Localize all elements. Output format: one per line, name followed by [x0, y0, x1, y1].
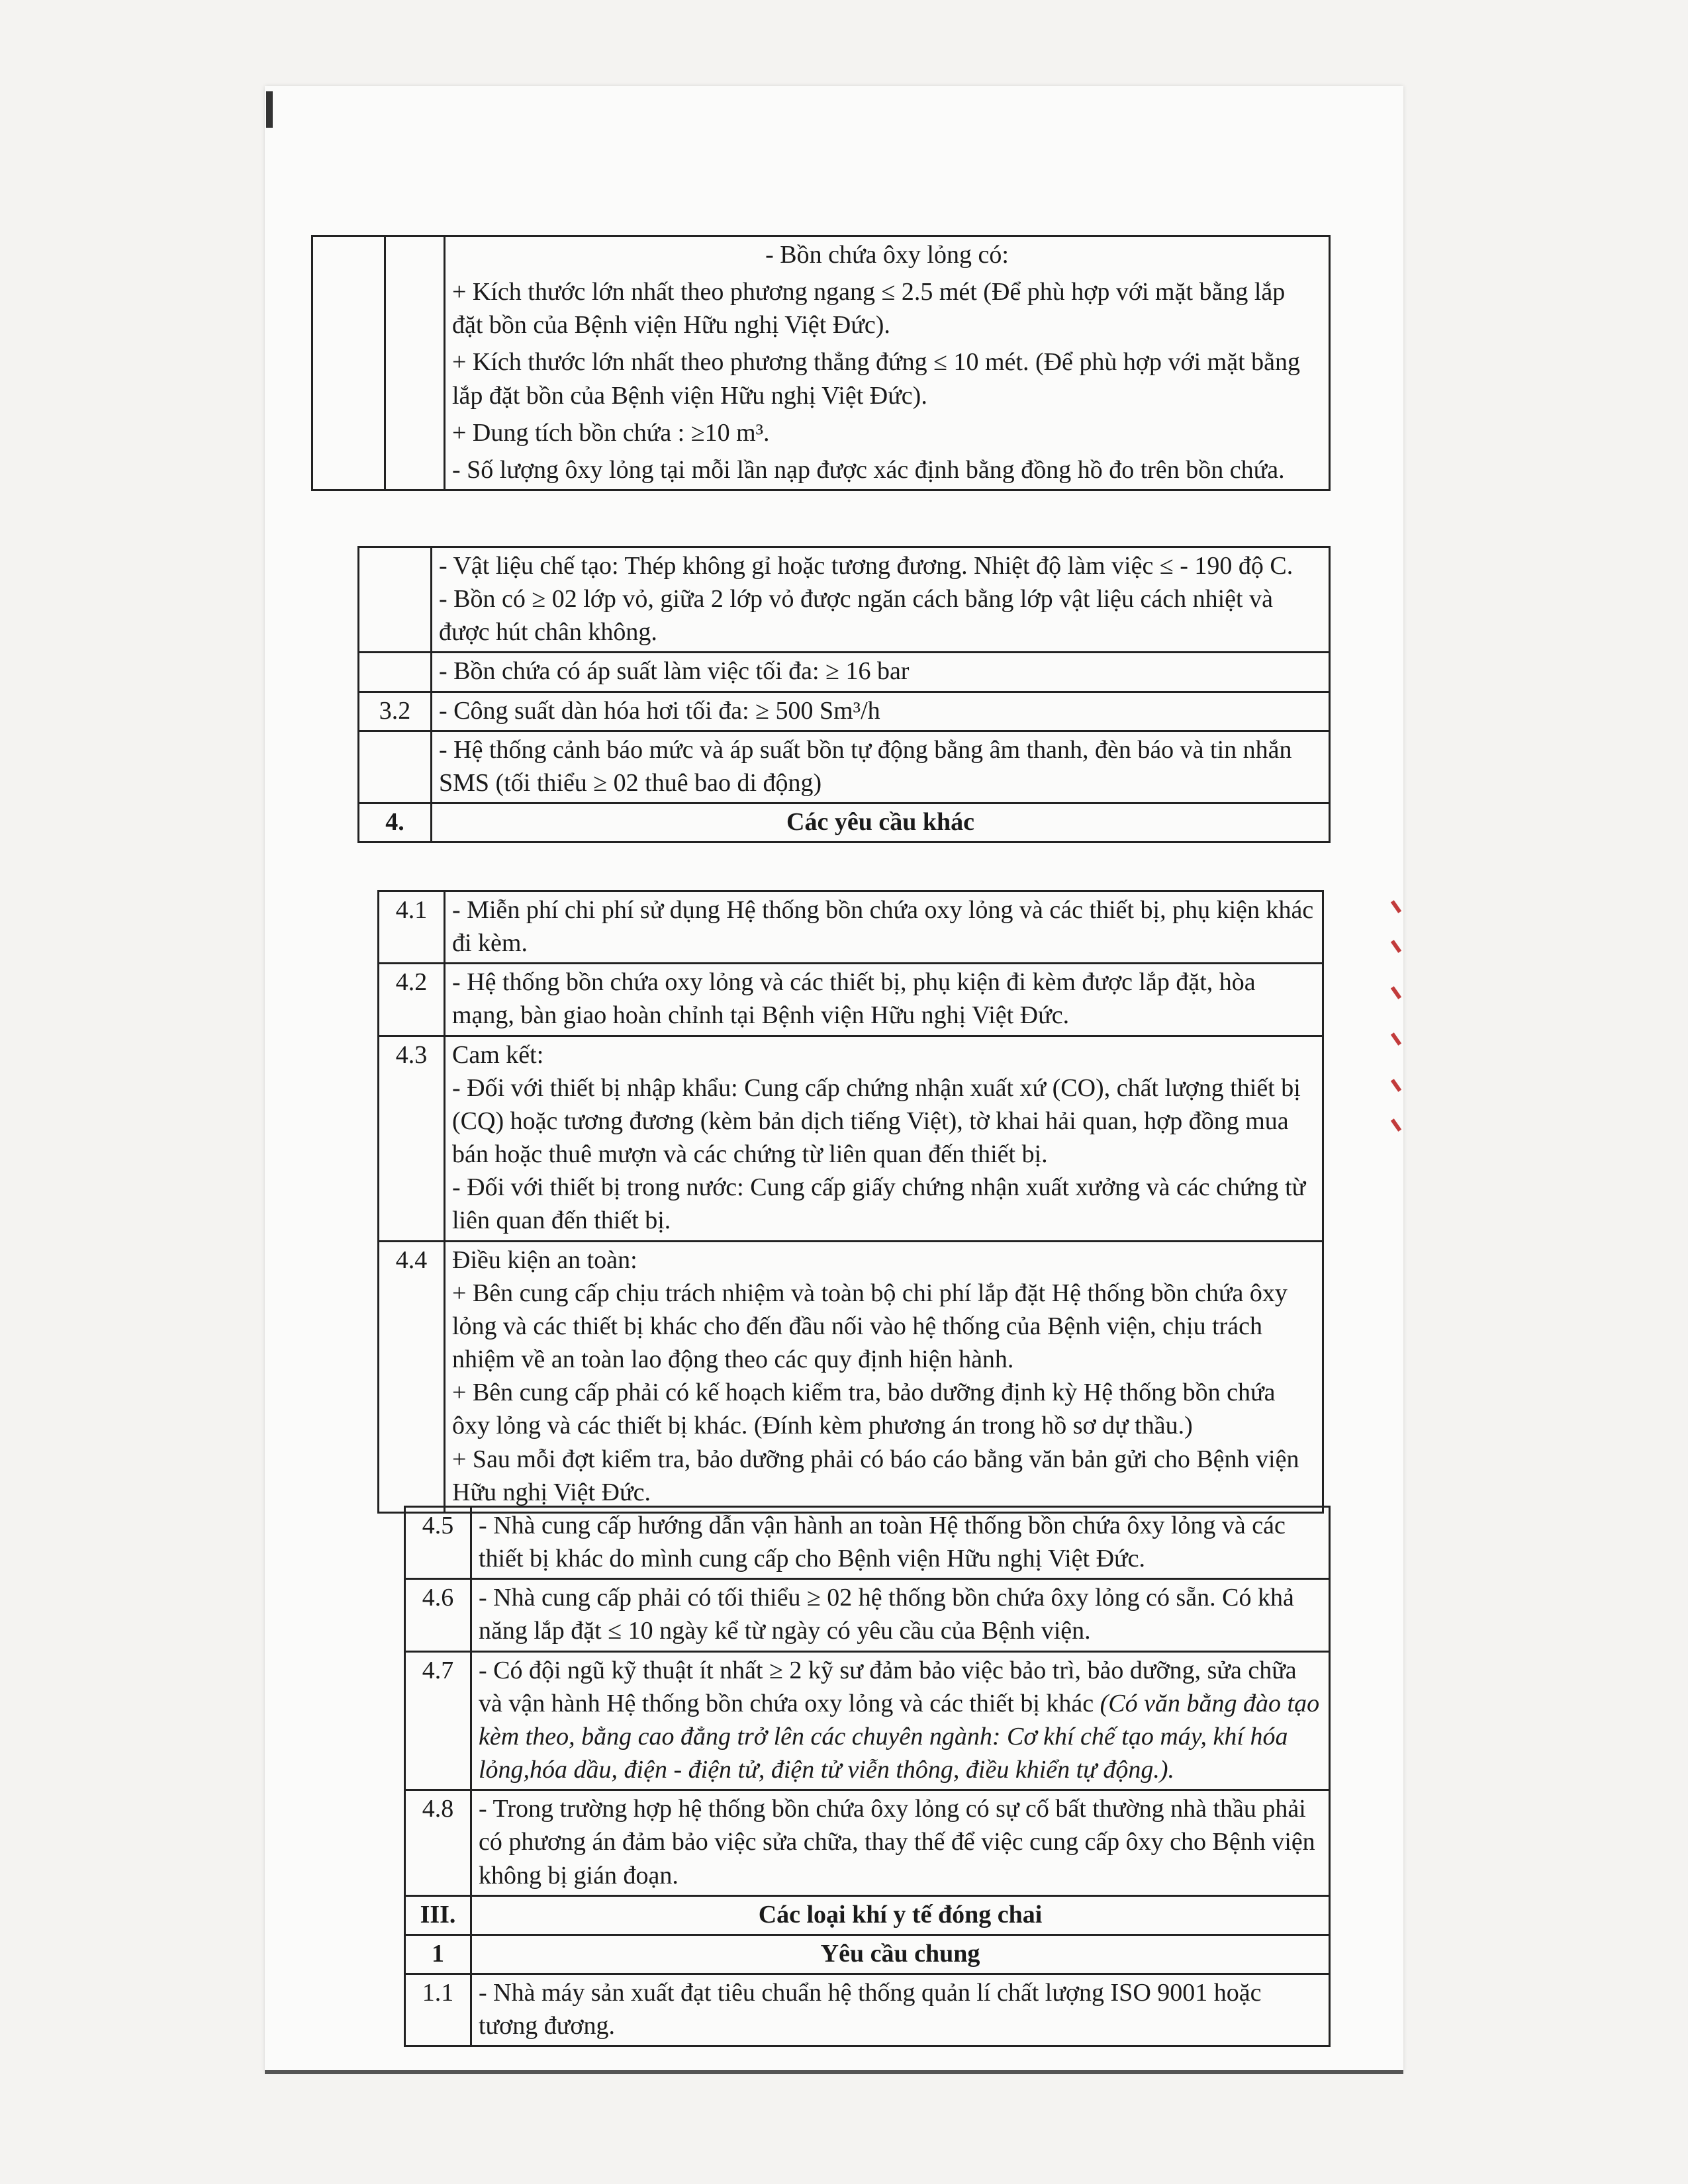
row-text: - Hệ thống bồn chứa oxy lỏng và các thiết bị, phụ kiện đi kèm được lắp đặt, hòa mạng, bàn giao hoàn chỉnh tại Bệnh viện Hữu nghị Việt Đức. [445, 964, 1323, 1036]
empty-cell [312, 236, 385, 490]
row-number: 4.3 [379, 1036, 445, 1241]
spec-table-material [357, 546, 1331, 843]
row-number: 1.1 [405, 1974, 471, 2046]
row-text: + Kích thước lớn nhất theo phương thẳng đứng ≤ 10 mét. (Để phù hợp với mặt bằng lắp đặt bồn của Bệnh viện Hữu nghị Việt Đức). [445, 344, 1330, 414]
row-number: 4.4 [379, 1241, 445, 1512]
table-row [405, 1651, 1330, 1790]
spec-table-tank [311, 235, 1331, 491]
section-header-row [405, 1934, 1330, 1974]
row-text: - Miễn phí chi phí sử dụng Hệ thống bồn chứa oxy lỏng và các thiết bị, phụ kiện khác đi kèm. [445, 891, 1323, 964]
row-text [471, 1651, 1330, 1790]
table-row [405, 1790, 1330, 1895]
section-number: III. [405, 1895, 471, 1934]
spec-table-bottled-gas [404, 1506, 1331, 2047]
row-number: 3.2 [359, 692, 432, 731]
table-row [359, 653, 1330, 692]
row-number [359, 731, 432, 803]
row-text: Cam kết: - Đối với thiết bị nhập khẩu: Cung cấp chứng nhận xuất xứ (CO), chất lượng thiết bị (CQ) hoặc tương đương (kèm bản dịch tiếng Việt), tờ khai hải quan, hợp đồng mua bán hoặc thuê mượn và các chứng từ liên quan đến thiết bị. - Đối với thiết bị trong nước: Cung cấp giấy chứng nhận xuất xưởng và các chứng từ liên quan đến thiết bị. [445, 1036, 1323, 1241]
row-text: - Nhà máy sản xuất đạt tiêu chuẩn hệ thống quản lí chất lượng ISO 9001 hoặc tương đương. [471, 1974, 1330, 2046]
table-row [379, 964, 1323, 1036]
row-number [359, 653, 432, 692]
row-text: - Nhà cung cấp phải có tối thiểu ≥ 02 hệ thống bồn chứa ôxy lỏng có sẵn. Có khả năng lắp đặt ≤ 10 ngày kể từ ngày có yêu cầu của Bệnh viện. [471, 1579, 1330, 1651]
row-text: - Bồn chứa ôxy lỏng có: [445, 236, 1330, 275]
table-row [359, 547, 1330, 653]
row-text: + Kích thước lớn nhất theo phương ngang ≤ 2.5 mét (Để phù hợp với mặt bằng lắp đặt bồn của Bệnh viện Hữu nghị Việt Đức). [445, 274, 1330, 344]
row-number: 4.8 [405, 1790, 471, 1895]
table-row [379, 891, 1323, 964]
row-text: - Hệ thống cảnh báo mức và áp suất bồn tự động bằng âm thanh, đèn báo và tin nhắn SMS (tối thiểu ≥ 02 thuê bao di động) [432, 731, 1330, 803]
row-text: - Công suất dàn hóa hơi tối đa: ≥ 500 Sm³/h [432, 692, 1330, 731]
section-title: Các loại khí y tế đóng chai [471, 1895, 1330, 1934]
row-text: - Trong trường hợp hệ thống bồn chứa ôxy lỏng có sự cố bất thường nhà thầu phải có phương án đảm bảo việc sửa chữa, thay thế để việc cung cấp ôxy cho Bệnh viện không bị gián đoạn. [471, 1790, 1330, 1895]
table-row [359, 731, 1330, 803]
table-row [312, 236, 1330, 275]
row-number: 4.1 [379, 891, 445, 964]
row-text: - Bồn chứa có áp suất làm việc tối đa: ≥ 16 bar [432, 653, 1330, 692]
table-row [405, 1974, 1330, 2046]
table-row [359, 692, 1330, 731]
section-header-row [405, 1895, 1330, 1934]
table-row [405, 1579, 1330, 1651]
row-number: 4.5 [405, 1507, 471, 1579]
section-number: 1 [405, 1934, 471, 1974]
row-text: - Số lượng ôxy lỏng tại mỗi lần nạp được xác định bằng đồng hồ đo trên bồn chứa. [445, 452, 1330, 490]
row-text-italic: (Có văn bằng đào tạo kèm theo, bằng cao đẳng trở lên các chuyên ngành: Cơ khí chế tạo máy, khí hóa lỏng,hóa dầu, điện - điện tử, điện tử viễn thông, điều khiển tự động.). [479, 1689, 1320, 1784]
staple-mark [266, 91, 273, 128]
row-text: - Nhà cung cấp hướng dẫn vận hành an toàn Hệ thống bồn chứa ôxy lỏng và các thiết bị khác do mình cung cấp cho Bệnh viện Hữu nghị Việt Đức. [471, 1507, 1330, 1579]
row-text-plain: - Có đội ngũ kỹ thuật ít nhất ≥ 2 kỹ sư đảm bảo việc bảo trì, bảo dưỡng, sửa chữa và vận hành Hệ thống bồn chứa oxy lỏng và các thiết bị khác [479, 1656, 1297, 1717]
table-row [405, 1507, 1330, 1579]
spec-table-other-requirements [377, 890, 1324, 1514]
red-ink-marks [1389, 900, 1409, 1138]
section-header-row [359, 803, 1330, 842]
row-text: - Vật liệu chế tạo: Thép không gỉ hoặc tương đương. Nhiệt độ làm việc ≤ - 190 độ C. - Bồn có ≥ 02 lớp vỏ, giữa 2 lớp vỏ được ngăn cách bằng lớp vật liệu cách nhiệt và được hút chân không. [432, 547, 1330, 653]
row-number [385, 236, 445, 490]
row-text: + Dung tích bồn chứa : ≥10 m³. [445, 415, 1330, 452]
row-number: 4.6 [405, 1579, 471, 1651]
row-number: 4.2 [379, 964, 445, 1036]
section-number: 4. [359, 803, 432, 842]
row-number [359, 547, 432, 653]
table-row [379, 1036, 1323, 1241]
section-title: Các yêu cầu khác [432, 803, 1330, 842]
table-row [379, 1241, 1323, 1512]
row-number: 4.7 [405, 1651, 471, 1790]
page-bottom-edge [265, 2070, 1403, 2074]
section-title: Yêu cầu chung [471, 1934, 1330, 1974]
row-text: Điều kiện an toàn: + Bên cung cấp chịu trách nhiệm và toàn bộ chi phí lắp đặt Hệ thống bồn chứa ôxy lỏng và các thiết bị khác cho đến đầu nối vào hệ thống của Bệnh viện, chịu trách nhiệm về an toàn lao động theo các quy định hiện hành. + Bên cung cấp phải có kế hoạch kiểm tra, bảo dưỡng định kỳ Hệ thống bồn chứa ôxy lỏng và các thiết bị khác. (Đính kèm phương án trong hồ sơ dự thầu.) + Sau mỗi đợt kiểm tra, bảo dưỡng phải có báo cáo bằng văn bản gửi cho Bệnh viện Hữu nghị Việt Đức. [445, 1241, 1323, 1512]
